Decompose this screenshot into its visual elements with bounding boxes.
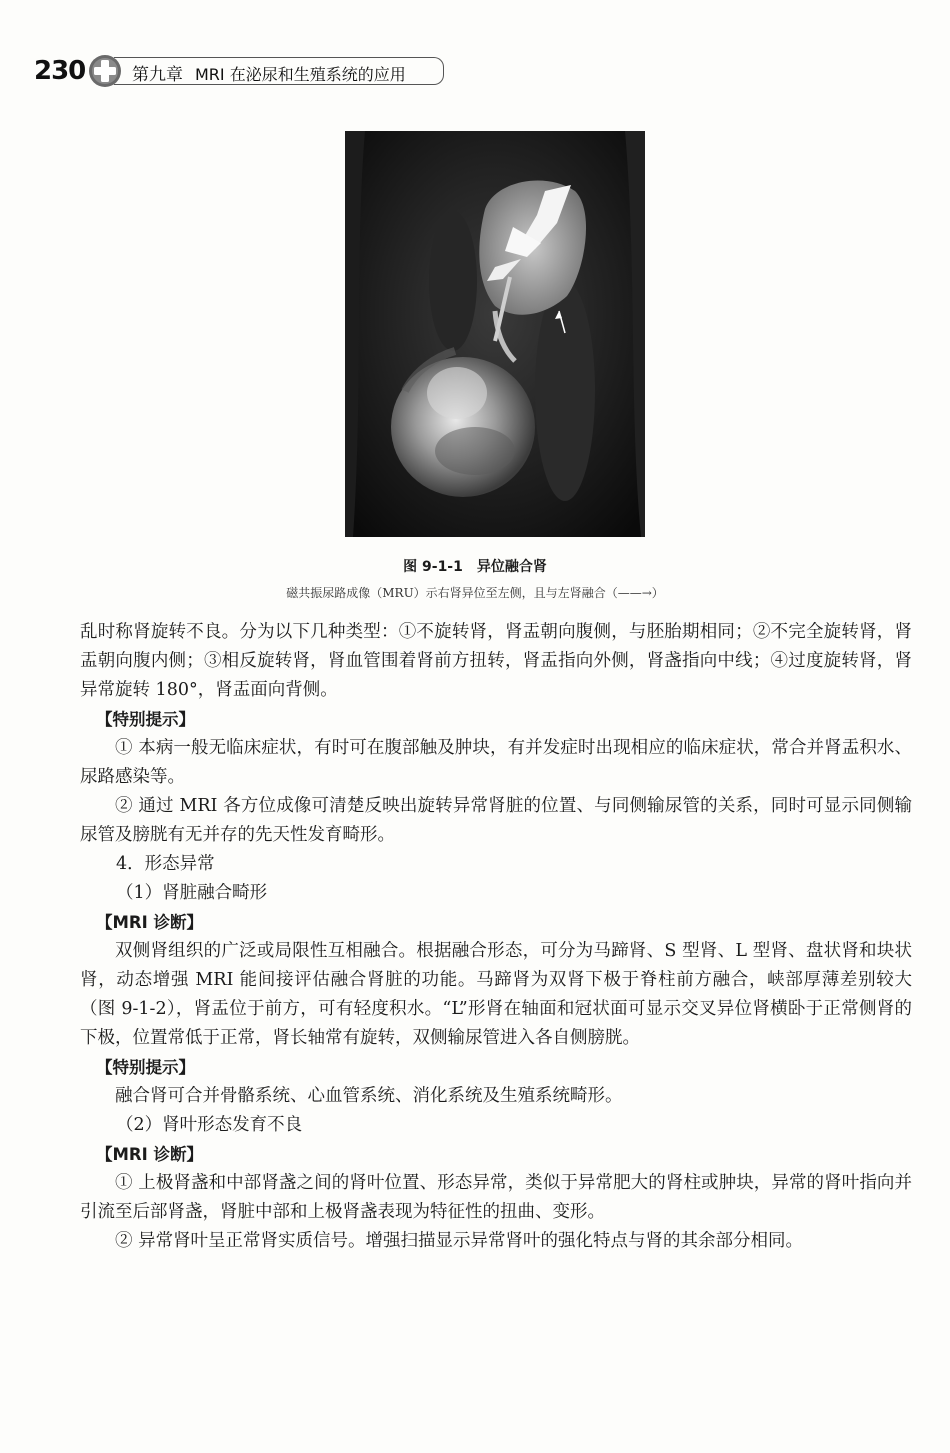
page-number: 230	[34, 56, 86, 86]
medical-cross-icon	[88, 54, 122, 88]
mri-heading: 【MRI 诊断】	[96, 913, 204, 932]
chapter-label: 第九章	[132, 65, 183, 85]
figure-note: 磁共振尿路成像（MRU）示右肾异位至左侧，且与左肾融合（——→）	[286, 586, 664, 600]
tip-paragraph: 融合肾可合并骨骼系统、心血管系统、消化系统及生殖系统畸形。	[115, 1086, 623, 1106]
figure-caption	[0, 556, 950, 576]
tip-heading: 【特别提示】	[96, 710, 195, 729]
mri-paragraph-1: ① 上极肾盏和中部肾盏之间的肾叶位置、形态异常，类似于异常肥大的肾柱或肿块，异常的肾叶指向并引流至后部肾盏，肾脏中部和上极肾盏表现为特征性的扭曲、变形。	[80, 1173, 912, 1222]
mri-heading: 【MRI 诊断】	[96, 1145, 204, 1164]
tip-paragraph-1: ① 本病一般无临床症状，有时可在腹部触及肿块，有并发症时出现相应的临床症状，常合并肾盂积水、尿路感染等。	[80, 738, 912, 787]
tip-paragraph-2: ② 通过 MRI 各方位成像可清楚反映出旋转异常肾脏的位置、与同侧输尿管的关系，同时可显示同侧输尿管及膀胱有无并存的先天性发育畸形。	[80, 796, 912, 845]
subsection-heading: （1）肾脏融合畸形	[116, 883, 268, 903]
body-text	[80, 618, 912, 1256]
chapter-subtitle: MRI 在泌尿和生殖系统的应用	[195, 65, 406, 84]
running-header	[34, 54, 454, 90]
mri-paragraph: 双侧肾组织的广泛或局限性互相融合。根据融合形态，可分为马蹄肾、S 型肾、L 型肾、盘状肾和块状肾，动态增强 MRI 能间接评估融合肾脏的功能。马蹄肾为双肾下极于脊柱前方融合，峡部厚薄差别较大（图 9-1-2），肾盂位于前方，可有轻度积水。“L”形肾在轴面和冠状面可显示交叉异位肾横卧于正常侧肾的下极，位置常低于正常，肾长轴常有旋转，双侧输尿管进入各自侧膀胱。	[80, 941, 912, 1048]
figure-title: 异位融合肾	[476, 559, 547, 575]
figure-label: 图 9-1-1	[403, 559, 463, 575]
tip-heading: 【特别提示】	[96, 1058, 195, 1077]
subsection-heading: （2）肾叶形态发育不良	[116, 1115, 303, 1135]
mru-image	[345, 131, 645, 537]
section-heading: 4．形态异常	[116, 854, 215, 874]
chapter-title	[132, 60, 406, 85]
intro-paragraph: 乱时称肾旋转不良。分为以下几种类型：①不旋转肾，肾盂朝向腹侧，与胚胎期相同；②不完全旋转肾，肾盂朝向腹内侧；③相反旋转肾，肾血管围着肾前方扭转，肾盂指向外侧，肾盏指向中线；④过度旋转肾，肾异常旋转 180°，肾盂面向背侧。	[80, 622, 912, 700]
mri-paragraph-2: ② 异常肾叶呈正常肾实质信号。增强扫描显示异常肾叶的强化特点与肾的其余部分相同。	[115, 1231, 804, 1251]
